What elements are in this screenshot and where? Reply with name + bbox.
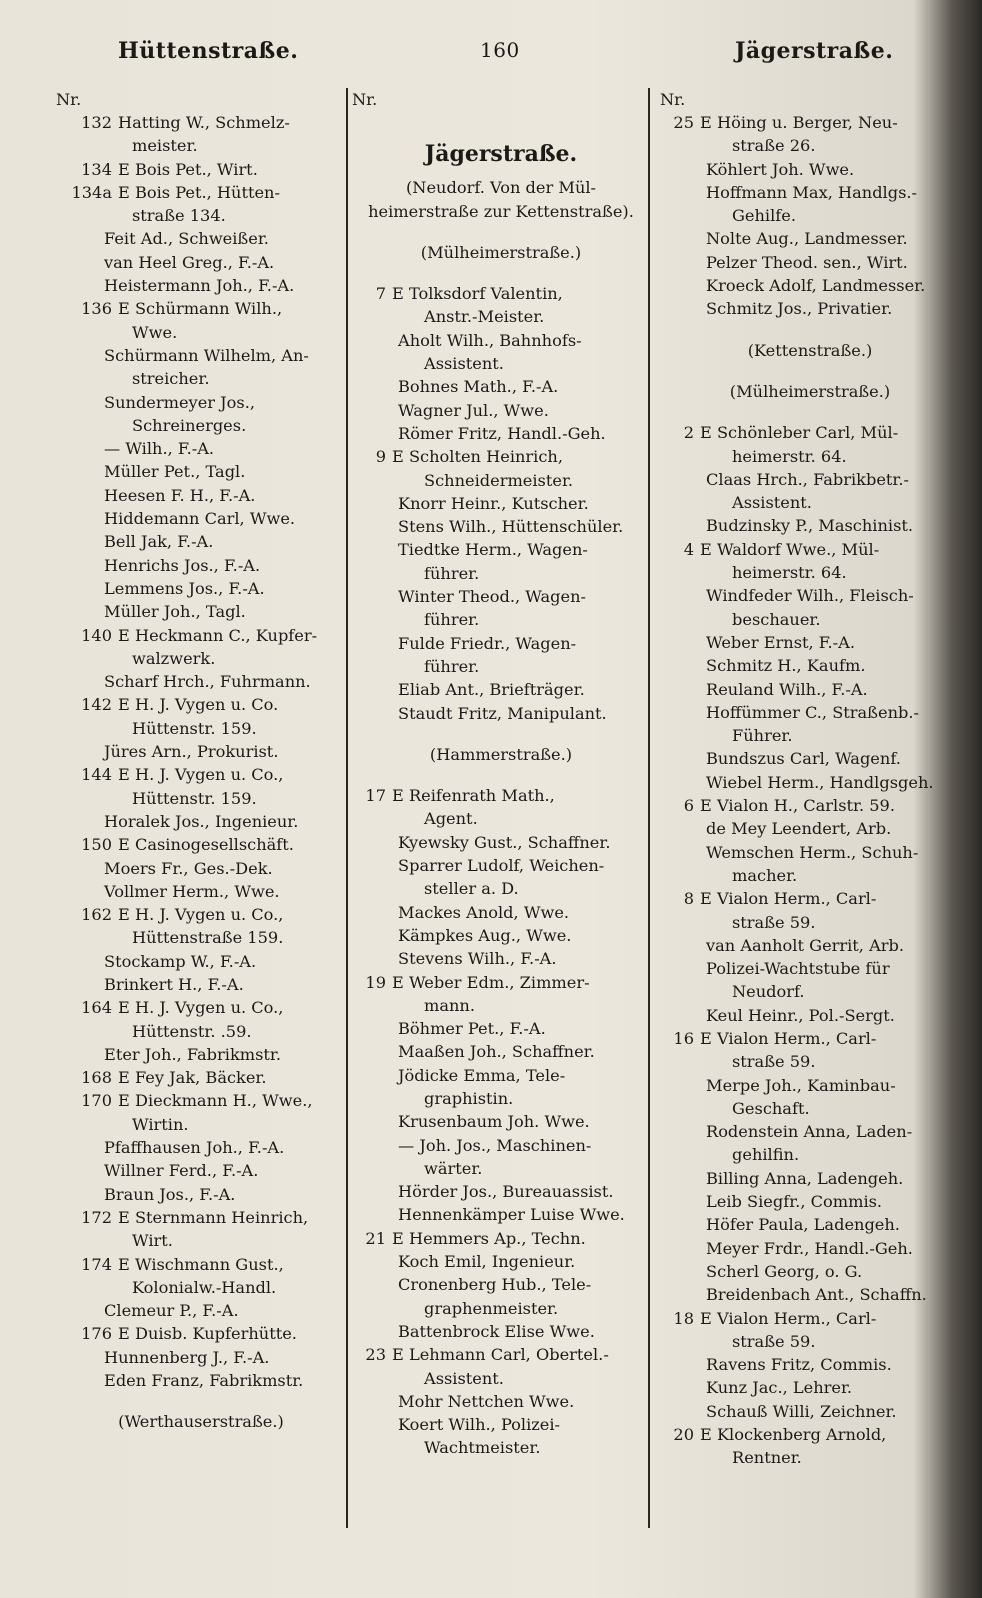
- resident-entry: Knorr Heinr., Kutscher.: [398, 493, 589, 513]
- house-number: 140: [81, 625, 112, 645]
- resident-entry: Wemschen Herm., Schuh-: [706, 842, 919, 862]
- entry-continuation: Hüttenstr. 159.: [132, 788, 257, 808]
- column-2-nr-label: Nr.: [352, 90, 378, 109]
- resident-entry: Stevens Wilh., F.-A.: [398, 949, 557, 969]
- resident-entry: Höfer Paula, Ladengeh.: [706, 1215, 900, 1235]
- address-entry: [352, 1227, 650, 1250]
- house-number: 20: [673, 1425, 694, 1445]
- left-street-title: Hüttenstraße.: [118, 38, 299, 64]
- entry-text: E Vialon Herm., Carl-: [700, 1308, 877, 1328]
- house-number: 170: [81, 1091, 112, 1111]
- resident-entry: Meyer Frdr., Handl.-Geh.: [706, 1238, 913, 1258]
- address-entry: [352, 784, 650, 807]
- resident-entry: Mackes Anold, Wwe.: [398, 902, 570, 922]
- column-1-nr-label: Nr.: [56, 90, 82, 109]
- resident-entry: Scharf Hrch., Fuhrmann.: [104, 672, 311, 692]
- entry-text: E Fey Jak, Bäcker.: [118, 1068, 267, 1088]
- entry-continuation: macher.: [732, 865, 798, 885]
- resident-entry: Brinkert H., F.-A.: [104, 974, 244, 994]
- resident-entry: Moers Fr., Ges.-Dek.: [104, 858, 273, 878]
- resident-entry: — Joh. Jos., Maschinen-: [398, 1135, 592, 1155]
- resident-entry: Aholt Wilh., Bahnhofs-: [398, 330, 582, 350]
- house-number: 136: [81, 299, 112, 319]
- entry-continuation: Assistent.: [424, 1368, 504, 1388]
- resident-entry: Feit Ad., Schweißer.: [104, 229, 269, 249]
- resident-entry: Ravens Fritz, Commis.: [706, 1355, 892, 1375]
- house-number: 9: [375, 447, 386, 467]
- spacer: [660, 403, 960, 421]
- resident-entry: Schmitz H., Kaufm.: [706, 656, 866, 676]
- entry-continuation: Wwe.: [132, 322, 178, 342]
- house-number: 16: [673, 1028, 694, 1048]
- entry-text: E Duisb. Kupferhütte.: [118, 1324, 297, 1344]
- house-number: 7: [375, 284, 386, 304]
- entry-text: E Casinogesellschäft.: [118, 835, 294, 855]
- entry-text: E Vialon Herm., Carl-: [700, 889, 877, 909]
- entry-text: E Schönleber Carl, Mül-: [700, 423, 899, 443]
- resident-entry: Cronenberg Hub., Tele-: [398, 1275, 592, 1295]
- spacer: [352, 725, 650, 743]
- resident-entry: Keul Heinr., Pol.-Sergt.: [706, 1005, 895, 1025]
- address-entry: [352, 1343, 650, 1366]
- entry-continuation: walzwerk.: [132, 648, 216, 668]
- section-note: (Werthauserstraße.): [118, 1412, 284, 1432]
- address-entry: [660, 1307, 960, 1330]
- entry-continuation: Kolonialw.-Handl.: [132, 1277, 277, 1297]
- entry-continuation: steller a. D.: [424, 879, 519, 899]
- street-heading: Jägerstraße.: [424, 141, 578, 167]
- resident-entry: Lemmens Jos., F.-A.: [104, 578, 265, 598]
- entry-continuation: graphistin.: [424, 1088, 514, 1108]
- entry-continuation: Geschaft.: [732, 1098, 810, 1118]
- entry-text: E H. J. Vygen u. Co.,: [118, 905, 284, 925]
- resident-entry: Hunnenberg J., F.-A.: [104, 1347, 270, 1367]
- resident-entry: Eter Joh., Fabrikmstr.: [104, 1044, 282, 1064]
- resident-entry: Schauß Willi, Zeichner.: [706, 1401, 897, 1421]
- resident-entry: Merpe Joh., Kaminbau-: [706, 1075, 896, 1095]
- resident-entry: van Aanholt Gerrit, Arb.: [706, 935, 905, 955]
- resident-entry: van Heel Greg., F.-A.: [104, 252, 275, 272]
- resident-entry: Reuland Wilh., F.-A.: [706, 679, 868, 699]
- house-number: 134a: [71, 182, 112, 202]
- address-entry: [56, 1089, 346, 1112]
- resident-entry: Müller Joh., Tagl.: [104, 602, 246, 622]
- spacer: [352, 766, 650, 784]
- resident-entry: Leib Siegfr., Commis.: [706, 1192, 883, 1212]
- resident-entry: Bohnes Math., F.-A.: [398, 377, 559, 397]
- resident-entry: Horalek Jos., Ingenieur.: [104, 811, 299, 831]
- entry-continuation: Assistent.: [424, 354, 504, 374]
- resident-entry: Maaßen Joh., Schaffner.: [398, 1042, 595, 1062]
- entry-continuation: Neudorf.: [732, 982, 805, 1002]
- address-entry: [660, 1423, 960, 1446]
- entry-continuation: graphenmeister.: [424, 1298, 559, 1318]
- entry-continuation: Agent.: [424, 809, 478, 829]
- right-street-title: Jägerstraße.: [735, 38, 894, 64]
- column-2: [352, 88, 650, 1460]
- entry-text: E Waldorf Wwe., Mül-: [700, 539, 880, 559]
- resident-entry: Hörder Jos., Bureauassist.: [398, 1182, 614, 1202]
- section-note: heimerstraße zur Kettenstraße).: [368, 201, 634, 221]
- resident-entry: Willner Ferd., F.-A.: [104, 1161, 259, 1181]
- resident-entry: Müller Pet., Tagl.: [104, 462, 246, 482]
- entry-continuation: heimerstr. 64.: [732, 446, 847, 466]
- resident-entry: Claas Hrch., Fabrikbetr.-: [706, 469, 909, 489]
- entry-text: E Reifenrath Math.,: [392, 786, 555, 806]
- resident-entry: Hoffmann Max, Handlgs.-: [706, 182, 918, 202]
- address-entry: [660, 538, 960, 561]
- entry-continuation: Führer.: [732, 726, 793, 746]
- resident-entry: Schmitz Jos., Privatier.: [706, 299, 893, 319]
- resident-entry: Bundszus Carl, Wagenf.: [706, 749, 901, 769]
- entry-continuation: führer.: [424, 656, 480, 676]
- section-note: (Mülheimerstraße.): [729, 381, 891, 401]
- resident-entry: Heesen F. H., F.-A.: [104, 485, 256, 505]
- resident-entry: Braun Jos., F.-A.: [104, 1184, 236, 1204]
- house-number: 172: [81, 1207, 112, 1227]
- spacer: [352, 223, 650, 241]
- address-entry: [56, 996, 346, 1019]
- entry-continuation: Hüttenstr. 159.: [132, 718, 257, 738]
- resident-entry: Kunz Jac., Lehrer.: [706, 1378, 853, 1398]
- entry-continuation: mann.: [424, 995, 475, 1015]
- resident-entry: Scherl Georg, o. G.: [706, 1261, 863, 1281]
- entry-continuation: heimerstr. 64.: [732, 563, 847, 583]
- address-entry: [56, 158, 346, 181]
- address-entry: [352, 282, 650, 305]
- entry-continuation: Wirtin.: [132, 1114, 189, 1134]
- address-entry: [660, 1027, 960, 1050]
- house-number: 2: [683, 423, 694, 443]
- entry-text: E Dieckmann H., Wwe.,: [118, 1091, 313, 1111]
- house-number: 8: [683, 889, 694, 909]
- resident-entry: Kämpkes Aug., Wwe.: [398, 925, 572, 945]
- resident-entry: Koert Wilh., Polizei-: [398, 1415, 561, 1435]
- spacer: [660, 362, 960, 380]
- resident-entry: Breidenbach Ant., Schaffn.: [706, 1285, 927, 1305]
- house-number: 144: [81, 765, 112, 785]
- house-number: 19: [365, 972, 386, 992]
- address-entry: [352, 445, 650, 468]
- entry-text: E Bois Pet., Hütten-: [118, 182, 280, 202]
- resident-entry: Pelzer Theod. sen., Wirt.: [706, 252, 908, 272]
- address-entry: [56, 833, 346, 856]
- resident-entry: Hiddemann Carl, Wwe.: [104, 509, 296, 529]
- resident-entry: Jödicke Emma, Tele-: [398, 1065, 566, 1085]
- address-entry: [56, 693, 346, 716]
- resident-entry: Hoffümmer C., Straßenb.-: [706, 702, 919, 722]
- house-number: 168: [81, 1068, 112, 1088]
- resident-entry: Windfeder Wilh., Fleisch-: [706, 586, 914, 606]
- resident-entry: Bell Jak, F.-A.: [104, 532, 214, 552]
- resident-entry: Winter Theod., Wagen-: [398, 587, 586, 607]
- entry-continuation: Hüttenstr. .59.: [132, 1021, 252, 1041]
- address-entry: [660, 421, 960, 444]
- resident-entry: Koch Emil, Ingenieur.: [398, 1252, 576, 1272]
- column-1: [56, 88, 346, 1434]
- entry-text: E Scholten Heinrich,: [392, 447, 563, 467]
- resident-entry: Battenbrock Elise Wwe.: [398, 1321, 595, 1341]
- section-note: (Neudorf. Von der Mül-: [405, 178, 597, 198]
- page-number: 160: [480, 38, 520, 62]
- entry-text: E Vialon Herm., Carl-: [700, 1028, 877, 1048]
- house-number: 21: [365, 1228, 386, 1248]
- entry-text: E Vialon H., Carlstr. 59.: [700, 796, 895, 816]
- resident-entry: Wagner Jul., Wwe.: [398, 400, 549, 420]
- section-note: (Mülheimerstraße.): [420, 242, 582, 262]
- resident-entry: Polizei-Wachtstube für: [706, 959, 890, 979]
- resident-entry: Rodenstein Anna, Laden-: [706, 1122, 913, 1142]
- spacer: [352, 111, 650, 129]
- address-entry: [56, 297, 346, 320]
- entry-continuation: Hüttenstraße 159.: [132, 928, 284, 948]
- house-number: 162: [81, 905, 112, 925]
- address-entry: [56, 903, 346, 926]
- house-number: 4: [683, 539, 694, 559]
- column-3-nr-label: Nr.: [660, 90, 686, 109]
- entry-continuation: straße 59.: [732, 1052, 816, 1072]
- resident-entry: Nolte Aug., Landmesser.: [706, 229, 908, 249]
- house-number: 176: [81, 1324, 112, 1344]
- entry-continuation: straße 59.: [732, 912, 816, 932]
- house-number: 134: [81, 159, 112, 179]
- resident-entry: Köhlert Joh. Wwe.: [706, 159, 855, 179]
- section-note: (Hammerstraße.): [429, 744, 573, 764]
- entry-continuation: Rentner.: [732, 1448, 802, 1468]
- resident-entry: Sparrer Ludolf, Weichen-: [398, 856, 605, 876]
- entry-continuation: meister.: [132, 136, 198, 156]
- entry-text: E Wischmann Gust.,: [118, 1254, 284, 1274]
- entry-continuation: führer.: [424, 610, 480, 630]
- entry-text: Hatting W., Schmelz-: [118, 113, 290, 132]
- house-number: 174: [81, 1254, 112, 1274]
- column-divider-1: [346, 88, 348, 1528]
- resident-entry: Clemeur P., F.-A.: [104, 1301, 239, 1321]
- entry-text: E Schürmann Wilh.,: [118, 299, 283, 319]
- entry-continuation: wärter.: [424, 1158, 483, 1178]
- entry-continuation: gehilfin.: [732, 1145, 800, 1165]
- entry-continuation: Anstr.-Meister.: [424, 307, 545, 327]
- entry-continuation: Gehilfe.: [732, 206, 797, 226]
- house-number: 25: [673, 113, 694, 132]
- address-entry: [660, 794, 960, 817]
- resident-entry: Pfaffhausen Joh., F.-A.: [104, 1138, 285, 1158]
- resident-entry: de Mey Leendert, Arb.: [706, 819, 892, 839]
- house-number: 17: [365, 786, 386, 806]
- entry-text: E Lehmann Carl, Obertel.-: [392, 1345, 609, 1365]
- address-entry: [56, 1066, 346, 1089]
- resident-entry: Jüres Arn., Prokurist.: [104, 742, 279, 762]
- resident-entry: Krusenbaum Joh. Wwe.: [398, 1112, 590, 1132]
- house-number: 18: [673, 1308, 694, 1328]
- entry-text: E Weber Edm., Zimmer-: [392, 972, 590, 992]
- resident-entry: Heistermann Joh., F.-A.: [104, 276, 295, 296]
- address-entry: [660, 111, 960, 134]
- resident-entry: Kroeck Adolf, Landmesser.: [706, 276, 926, 296]
- resident-entry: Hennenkämper Luise Wwe.: [398, 1205, 625, 1225]
- spacer: [352, 264, 650, 282]
- resident-entry: — Wilh., F.-A.: [104, 439, 215, 459]
- section-note: (Kettenstraße.): [747, 340, 873, 360]
- entry-text: E Höing u. Berger, Neu-: [700, 113, 898, 132]
- address-entry: [56, 1253, 346, 1276]
- entry-continuation: Assistent.: [732, 493, 812, 513]
- resident-entry: Kyewsky Gust., Schaffner.: [398, 832, 611, 852]
- resident-entry: Stens Wilh., Hüttenschüler.: [398, 517, 624, 537]
- house-number: 164: [81, 998, 112, 1018]
- entry-text: E H. J. Vygen u. Co.,: [118, 765, 284, 785]
- entry-continuation: führer.: [424, 563, 480, 583]
- resident-entry: Römer Fritz, Handl.-Geh.: [398, 423, 606, 443]
- address-entry: [56, 111, 346, 134]
- spacer: [660, 321, 960, 339]
- column-3: [660, 88, 960, 1470]
- house-number: 150: [81, 835, 112, 855]
- resident-entry: Eden Franz, Fabrikmstr.: [104, 1371, 304, 1391]
- resident-entry: Weber Ernst, F.-A.: [706, 632, 855, 652]
- address-entry: [56, 624, 346, 647]
- resident-entry: Böhmer Pet., F.-A.: [398, 1019, 546, 1039]
- house-number: 23: [365, 1345, 386, 1365]
- entry-continuation: Schneidermeister.: [424, 470, 574, 490]
- entry-text: E Heckmann C., Kupfer-: [118, 625, 318, 645]
- entry-continuation: Schreinerges.: [132, 415, 247, 435]
- entry-text: E Klockenberg Arnold,: [700, 1425, 887, 1445]
- entry-continuation: streicher.: [132, 369, 210, 389]
- entry-text: E H. J. Vygen u. Co.,: [118, 998, 284, 1018]
- entry-text: E Bois Pet., Wirt.: [118, 159, 258, 179]
- house-number: 132: [81, 113, 112, 132]
- entry-text: E Tolksdorf Valentin,: [392, 284, 563, 304]
- resident-entry: Mohr Nettchen Wwe.: [398, 1391, 575, 1411]
- address-entry: [56, 1322, 346, 1345]
- address-entry: [56, 181, 346, 204]
- house-number: 142: [81, 695, 112, 715]
- resident-entry: Vollmer Herm., Wwe.: [104, 881, 280, 901]
- resident-entry: Schürmann Wilhelm, An-: [104, 345, 309, 365]
- entry-text: E Sternmann Heinrich,: [118, 1207, 309, 1227]
- house-number: 6: [683, 796, 694, 816]
- resident-entry: Henrichs Jos., F.-A.: [104, 555, 261, 575]
- entry-continuation: beschauer.: [732, 609, 821, 629]
- address-entry: [56, 1206, 346, 1229]
- resident-entry: Budzinsky P., Maschinist.: [706, 516, 914, 536]
- resident-entry: Staudt Fritz, Manipulant.: [398, 703, 607, 723]
- address-entry: [660, 887, 960, 910]
- entry-text: E H. J. Vygen u. Co.: [118, 695, 279, 715]
- resident-entry: Wiebel Herm., Handlgsgeh.: [706, 772, 934, 792]
- resident-entry: Stockamp W., F.-A.: [104, 951, 257, 971]
- address-entry: [352, 971, 650, 994]
- entry-continuation: Wachtmeister.: [424, 1438, 541, 1458]
- address-entry: [56, 763, 346, 786]
- resident-entry: Billing Anna, Ladengeh.: [706, 1168, 904, 1188]
- entry-text: E Hemmers Ap., Techn.: [392, 1228, 586, 1248]
- spacer: [56, 1392, 346, 1410]
- entry-continuation: straße 134.: [132, 206, 226, 226]
- resident-entry: Sundermeyer Jos.,: [104, 392, 255, 412]
- resident-entry: Tiedtke Herm., Wagen-: [398, 540, 588, 560]
- resident-entry: Eliab Ant., Briefträger.: [398, 680, 585, 700]
- resident-entry: Fulde Friedr., Wagen-: [398, 633, 577, 653]
- entry-continuation: straße 26.: [732, 136, 816, 156]
- entry-continuation: straße 59.: [732, 1331, 816, 1351]
- entry-continuation: Wirt.: [132, 1231, 173, 1251]
